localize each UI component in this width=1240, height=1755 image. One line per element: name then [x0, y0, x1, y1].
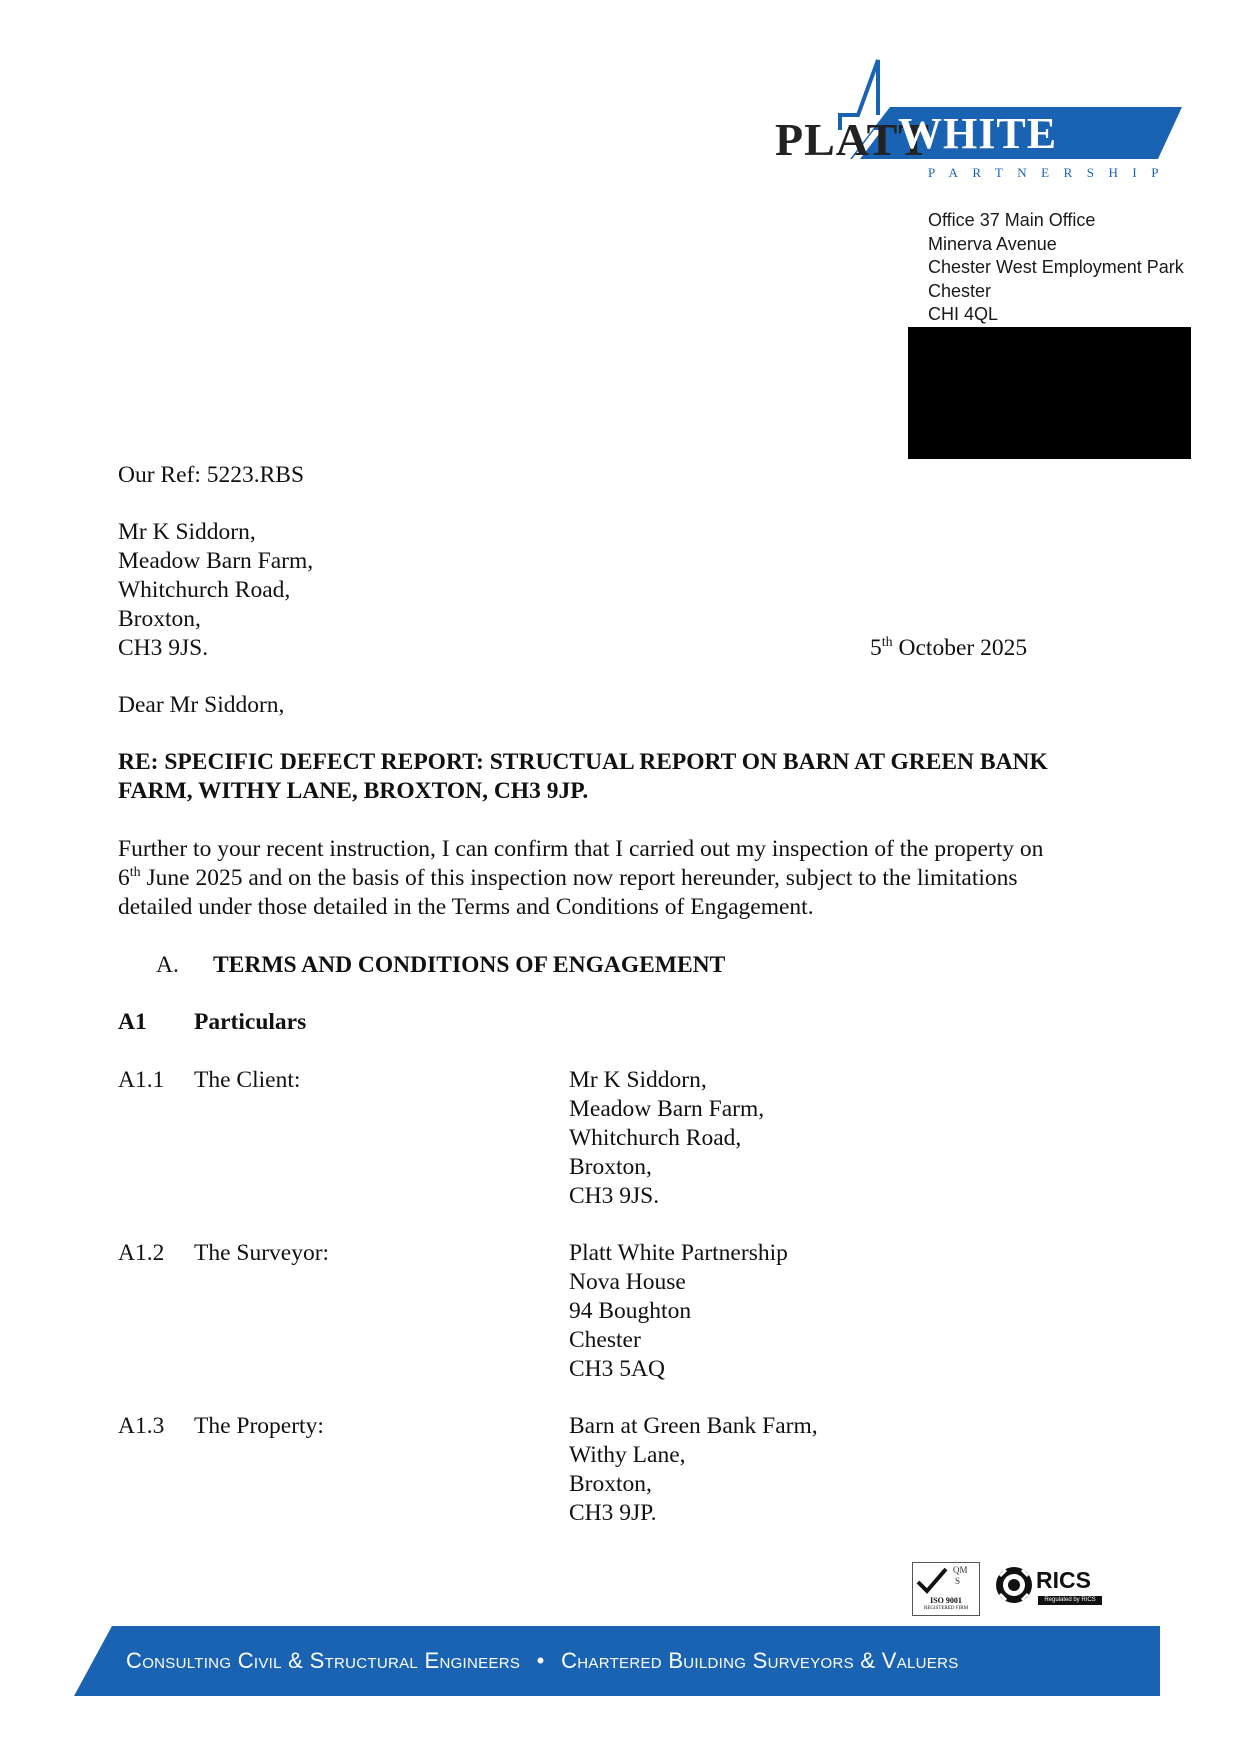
- logo-tagline: PARTNERSHIP: [928, 165, 1173, 180]
- date-day: 5: [870, 635, 882, 661]
- footer-left-text: Consulting Civil & Structural Engineers: [126, 1648, 521, 1673]
- particular-number: A1.3: [118, 1413, 165, 1439]
- office-address-line: Office 37 Main Office: [928, 210, 1096, 230]
- particular-value: [569, 1239, 788, 1384]
- office-address: [928, 209, 1184, 327]
- qms-bottom-text: S: [955, 1576, 961, 1586]
- inspection-day: 6: [118, 865, 130, 891]
- intro-line2-rest: June 2025 and on the basis of this inspection now report hereunder, subject to the limitations: [140, 865, 1018, 891]
- particular-value-line: Nova House: [569, 1269, 686, 1295]
- particular-value-line: Barn at Green Bank Farm,: [569, 1413, 818, 1439]
- particular-number: A1.2: [118, 1240, 165, 1266]
- a1-title: Particulars: [194, 1009, 307, 1035]
- date-suffix: th: [881, 635, 893, 651]
- particular-value-line: CH3 9JP.: [569, 1500, 657, 1526]
- particular-value-line: Broxton,: [569, 1471, 652, 1497]
- particular-value-line: Meadow Barn Farm,: [569, 1096, 765, 1122]
- intro-paragraph: [118, 835, 1043, 922]
- particular-value-line: Withy Lane,: [569, 1442, 686, 1468]
- intro-line: detailed under those detailed in the Terms and Conditions of Engagement.: [118, 894, 814, 920]
- particular-value-line: Mr K Siddorn,: [569, 1067, 707, 1093]
- office-address-line: Minerva Avenue: [928, 233, 1057, 254]
- intro-line: Further to your recent instruction, I can confirm that I carried out my inspection of the property on: [118, 836, 1044, 862]
- reference: Our Ref: 5223.RBS: [118, 462, 305, 488]
- section-a-title: TERMS AND CONDITIONS OF ENGAGEMENT: [213, 952, 726, 978]
- office-address-line: CHI 4QL: [928, 304, 999, 324]
- rics-lion-icon: [994, 1564, 1034, 1606]
- particular-value-line: Platt White Partnership: [569, 1240, 788, 1266]
- particular-label: The Property:: [194, 1413, 324, 1439]
- particular-value-line: CH3 5AQ: [569, 1356, 665, 1382]
- particular-value: [569, 1412, 818, 1528]
- recipient-address-line: Whitchurch Road,: [118, 577, 291, 603]
- particular-value: [569, 1066, 764, 1211]
- recipient-address-line: Meadow Barn Farm,: [118, 548, 314, 574]
- footer-right-text: Chartered Building Surveyors & Valuers: [561, 1648, 959, 1673]
- footer-tagline: [126, 1647, 959, 1675]
- office-address-line: Chester West Employment Park: [928, 257, 1184, 277]
- company-logo: [770, 55, 1190, 185]
- logo-white: WHITE: [898, 109, 1058, 158]
- a1-number: A1: [118, 1009, 147, 1035]
- footer-banner: [74, 1626, 1160, 1696]
- section-a-letter: A.: [156, 952, 179, 978]
- date-rest: October 2025: [892, 635, 1028, 661]
- letter-date: [870, 634, 1027, 663]
- recipient-address-line: CH3 9JS.: [118, 635, 209, 661]
- salutation: Dear Mr Siddorn,: [118, 692, 285, 718]
- particular-value-line: Broxton,: [569, 1154, 652, 1180]
- particular-label: The Surveyor:: [194, 1240, 330, 1266]
- iso-9001-badge: [912, 1562, 980, 1616]
- checkmark-icon: [915, 1566, 949, 1596]
- intro-line: [118, 864, 1043, 893]
- particular-value-line: Whitchurch Road,: [569, 1125, 742, 1151]
- recipient-address: [118, 518, 313, 663]
- subject-line: FARM, WITHY LANE, BROXTON, CH3 9JP.: [118, 778, 589, 804]
- rics-label: RICS: [1036, 1567, 1091, 1593]
- rics-regulated-label: Regulated by RICS: [1038, 1596, 1102, 1605]
- registered-firm-text: REGISTERED FIRM: [923, 1606, 969, 1611]
- particular-value-line: 94 Boughton: [569, 1298, 692, 1324]
- iso-text: ISO 9001: [930, 1596, 962, 1605]
- redaction-block: [908, 327, 1191, 459]
- particular-number: A1.1: [118, 1067, 165, 1093]
- recipient-address-line: Mr K Siddorn,: [118, 519, 256, 545]
- qms-top-text: QM: [953, 1565, 968, 1575]
- subject-heading: [118, 748, 1048, 806]
- rics-badge: [992, 1562, 1110, 1612]
- particular-value-line: Chester: [569, 1327, 641, 1353]
- recipient-address-line: Broxton,: [118, 606, 201, 632]
- particular-label: The Client:: [194, 1067, 301, 1093]
- particular-value-line: CH3 9JS.: [569, 1183, 660, 1209]
- subject-line: RE: SPECIFIC DEFECT REPORT: STRUCTUAL REPORT ON BARN AT GREEN BANK: [118, 749, 1048, 775]
- inspection-day-suffix: th: [129, 865, 141, 881]
- logo-platt: PLATT: [775, 114, 930, 165]
- office-address-line: Chester: [928, 280, 992, 301]
- footer-separator: •: [536, 1648, 545, 1673]
